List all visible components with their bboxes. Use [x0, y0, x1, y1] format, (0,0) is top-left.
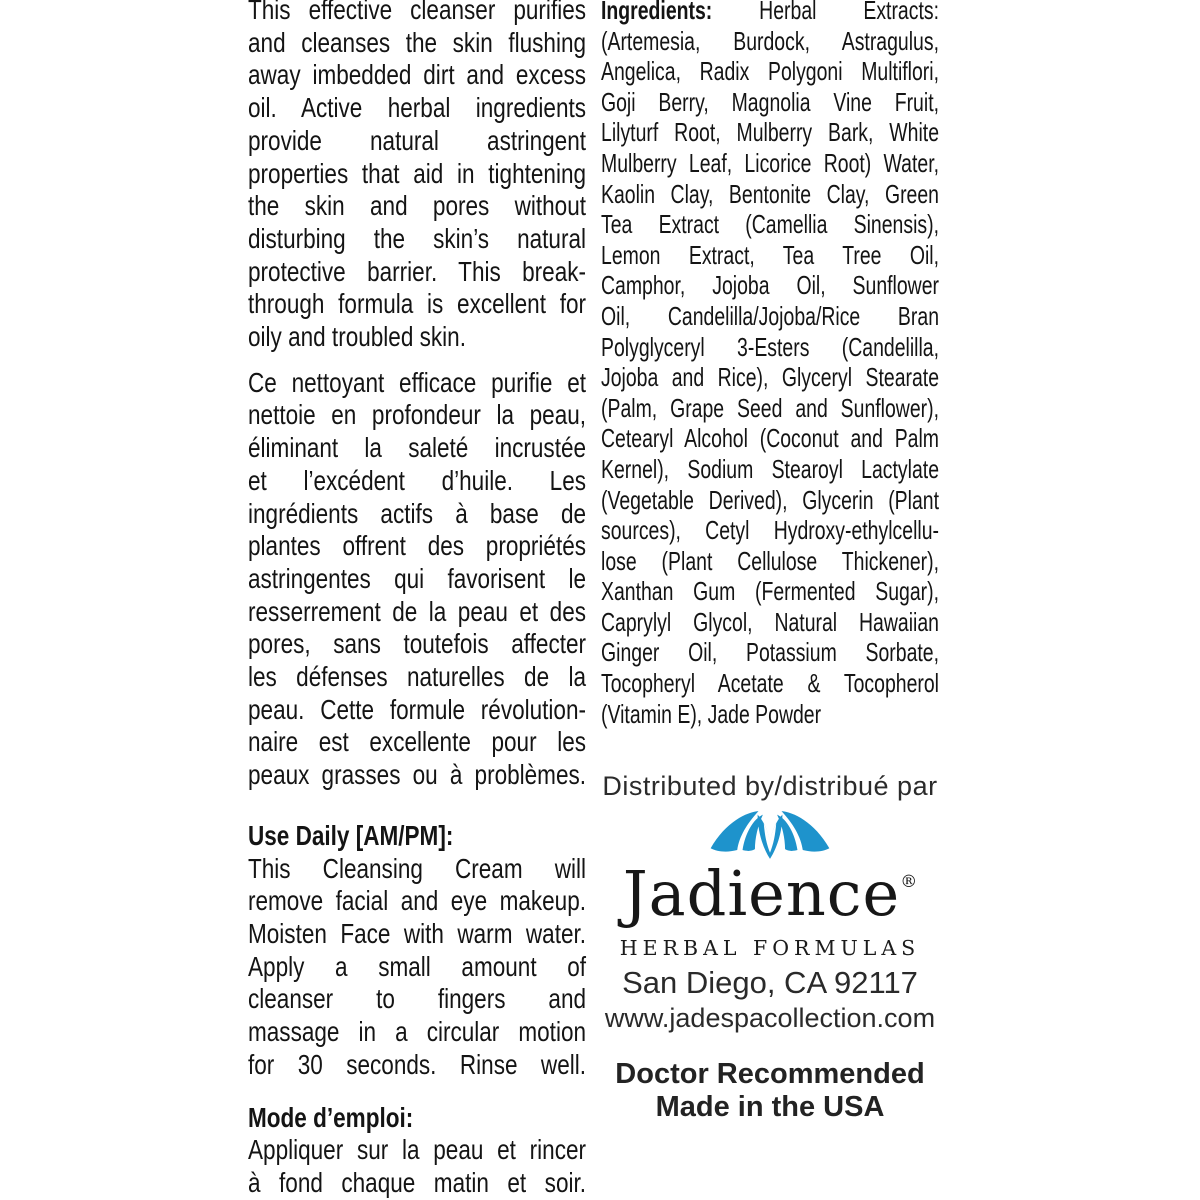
text-line: Angelica, Radix Polygoni Multiflori, [601, 56, 940, 87]
made-in-usa-text: Made in the USA [655, 1091, 885, 1124]
brand-name: Jadience [622, 857, 901, 931]
ingredients-first-line [601, 0, 939, 26]
text-line: Tocopheryl Acetate & Tocopherol [601, 668, 940, 699]
address-text: San Diego, CA 92117 [622, 965, 918, 1001]
text-line: Kaolin Clay, Bentonite Clay, Green [601, 178, 940, 209]
text-line: à fond chaque matin et soir. [248, 1166, 587, 1198]
mode-demploi-heading: Mode d’emploi: [248, 1101, 414, 1133]
text-line: Xanthan Gum (Fermented Sugar), [601, 576, 940, 607]
registered-trademark-symbol: ® [900, 872, 918, 893]
directions-english [248, 853, 586, 1082]
description-french [248, 367, 586, 792]
text-line: les défenses naturelles de la [248, 661, 587, 693]
text-line: ingrédients actifs à base de [248, 497, 587, 529]
directions-french [248, 1134, 586, 1199]
text-line: the skin and pores without [248, 190, 587, 222]
text-line: Ce nettoyant efficace purifie et [248, 366, 587, 398]
text-line: protective barrier. This break- [248, 255, 587, 287]
text-line: oily and troubled skin. [248, 321, 466, 353]
text-line: Kernel), Sodium Stearoyl Lactylate [601, 453, 940, 484]
brand-wordmark [601, 846, 939, 947]
text-line: nettoie en profondeur la peau, [248, 399, 587, 431]
text-line: This Cleansing Cream will [248, 852, 587, 884]
doctor-recommended-text: Doctor Recommended [615, 1058, 925, 1091]
text-line: Oil, Candelilla/Jojoba/Rice Bran [601, 300, 940, 331]
text-line: oil. Active herbal ingredients [248, 92, 587, 124]
text-line: (Vegetable Derived), Glycerin (Plant [601, 484, 940, 515]
text-line: for 30 seconds. Rinse well. [248, 1048, 587, 1080]
text-line: (Artemesia, Burdock, Astragulus, [601, 25, 940, 56]
text-line: Cetearyl Alcohol (Coconut and Palm [601, 423, 940, 454]
text-line: sources), Cetyl Hydroxy-ethylcellu- [601, 515, 940, 546]
text-line: plantes offrent des propriétés [248, 530, 587, 562]
text-line: cleanser to fingers and [248, 983, 587, 1015]
text-line: properties that aid in tightening [248, 157, 587, 189]
text-line: (Vitamin E), Jade Powder [601, 698, 822, 729]
text-line: remove facial and eye makeup. [248, 885, 587, 917]
ingredients-block [601, 0, 939, 729]
text-line: Lemon Extract, Tea Tree Oil, [601, 239, 940, 270]
ingredients-first-line-rest: Herbal Extracts: [759, 0, 939, 25]
text-line: Apply a small amount of [248, 950, 587, 982]
left-column [248, 0, 586, 1200]
text-line: Tea Extract (Camellia Sinensis), [601, 209, 940, 240]
text-line: This effective cleanser purifies [248, 0, 587, 25]
description-english [248, 0, 586, 354]
text-line: Camphor, Jojoba Oil, Sunflower [601, 270, 940, 301]
text-line: (Palm, Grape Seed and Sunflower), [601, 392, 940, 423]
text-line: massage in a circular motion [248, 1016, 587, 1048]
text-line: Jojoba and Rice), Glyceryl Stearate [601, 362, 940, 393]
text-line: resserrement de la peau et des [248, 595, 587, 627]
text-line: Caprylyl Glycol, Natural Hawaiian [601, 606, 940, 637]
text-line: disturbing the skin’s natural [248, 222, 587, 254]
text-line: Lilyturf Root, Mulberry Bark, White [601, 117, 940, 148]
text-line: astringentes qui favorisent le [248, 562, 587, 594]
text-line: Mulberry Leaf, Licorice Root) Water, [601, 147, 940, 178]
text-line: through formula is excellent for [248, 288, 587, 320]
text-line: pores, sans toutefois affecter [248, 628, 587, 660]
text-line: naire est excellente pour les [248, 726, 587, 758]
text-line: away imbedded dirt and excess [248, 59, 587, 91]
distributed-by-text: Distributed by/distribué par [602, 771, 938, 802]
ingredients-label: Ingredients: [601, 0, 713, 25]
ingredients-lines [601, 26, 939, 730]
brand-tagline: HERBAL FORMULAS [619, 936, 921, 961]
text-line: Moisten Face with warm water. [248, 917, 587, 949]
text-line: provide natural astringent [248, 124, 587, 156]
text-line: Appliquer sur la peau et rincer [248, 1134, 587, 1166]
text-line: et l’excédent d’huile. Les [248, 464, 587, 496]
text-line: éliminant la saleté incrustée [248, 432, 587, 464]
use-daily-heading: Use Daily [AM/PM]: [248, 819, 454, 851]
text-line: and cleanses the skin flushing [248, 26, 587, 58]
text-line: Ginger Oil, Potassium Sorbate, [601, 637, 940, 668]
text-line: Polyglyceryl 3-Esters (Candelilla, [601, 331, 940, 362]
website-text: www.jadespacollection.com [604, 1003, 936, 1034]
text-line: lose (Plant Cellulose Thickener), [601, 545, 940, 576]
left-column-text [248, 0, 586, 1200]
right-column [601, 0, 939, 1124]
text-line: peau. Cette formule révolution- [248, 693, 587, 725]
text-line: peaux grasses ou à problèmes. [248, 759, 587, 791]
text-line: Goji Berry, Magnolia Vine Fruit, [601, 86, 940, 117]
